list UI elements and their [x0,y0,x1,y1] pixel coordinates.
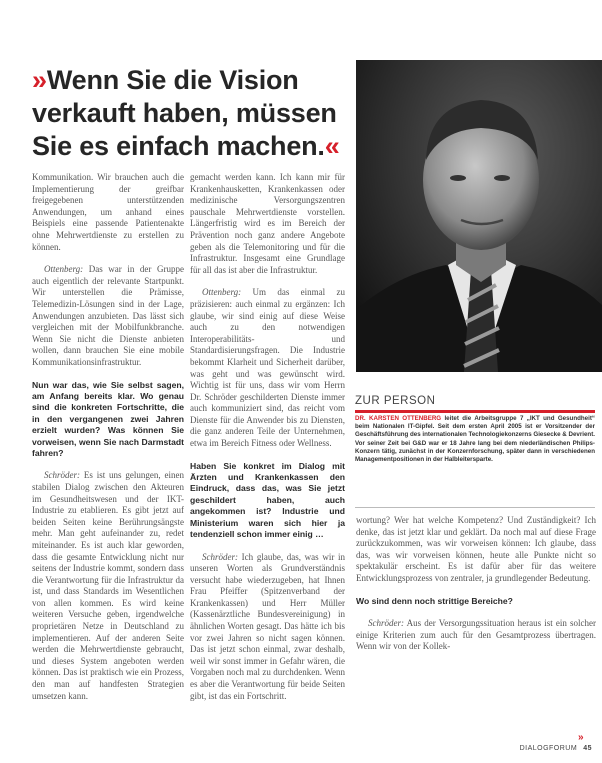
bio-body: leitet die Arbeitsgruppe 7 „IKT und Gesundheit“ beim Nationalen IT-Gipfel. Seit dem ersten April 2005 ist er Vorsitzender der Geschäftsführung des internationalen Technologiekonzerns Giesecke & Devrient. Vor seiner Zeit bei G&D war er 18 Jahre lang bei dem niederländischen Philips-Konzern tätig, zunächst in der Konzernforschung, später dann in verschiedenen Managementpositionen in der Halbleitersparte. [355,415,595,464]
paragraph: gemacht werden kann. Ich kann mir für Krankenhausketten, Krankenkassen oder medizinische Versorgungszentren pauschale Mehrwertdienste vorstellen. Längerfristig wird es im Bereich der Prävention noch ganz andere Angebote geben als die Telemonitoring und für die Infrastruktur. Insgesamt eine Grundlage für all das ist aber die Infrastruktur. [190,172,345,275]
portrait-illustration [356,60,602,372]
headline-text: Wenn Sie die Vision verkauft haben, müssen Sie es einfach machen. [32,65,337,161]
paragraph-text: Um das einmal zu präzisieren: auch einmal zu ergänzen: Ich glaube, wir sind einig auf diese Weise auch zu den notwendigen Interoperabilitäts- und Standardisierungsfragen. Die Industrie bekommt Klarheit und Sicherheit darüber, was geht und was gewünscht wird. Wichtig ist für uns, dass wir vom Herrn Dr. Schröder geschilderten Dienste immer auch kommuniziert sind, das reicht vom Dienste für die Anwender bis zu Diensten, die ganz anderen Teile der Unternehmen, etwa im Bereich Fitness oder Wellness. [190,287,345,449]
speaker-name: Ottenberg: [44,264,84,275]
paragraph-text: Aus der Versorgungssituation heraus ist ein solcher einige Kriterien zum auch für den Gesamtprozess übertragen. Wenn wir von der Kollek- [356,617,596,652]
paragraph [190,552,345,703]
speaker-name: Schröder: [44,470,80,481]
page-footer [520,745,592,752]
paragraph: wortung? Wer hat welche Kompetenz? Und Zuständigkeit? Ich denke, das ist jetzt klar und geklärt. Da noch mal auf diese Frage zurückzukommen, was wir vorweisen können: Ich glaube, dass das, was wir vorweisen können, heute alle Punkte nicht so spektakulär erscheint. Es ist dafür aber für das weitere Entwicklungsprozess von zentraler, ja grundlegender Bedeutung. [356,515,596,583]
continue-marker: » [578,732,584,743]
text-column-3 [356,515,596,664]
paragraph-text: Es ist uns gelungen, einen stabilen Dialog zwischen den Akteuren im Gesundheitswesen und der IKT-Industrie zu etablieren. Es gibt jetzt auf beiden Seiten keine Berührungsängste mehr. Man geht aufeinander zu, redet miteinander. Es ist auch klar geworden, dass die gesamte Entwicklung nicht nur seitens der Industrie kommt, sondern dass die Verantwortung für die Infrastruktur da ist, und dass Standards im Wesentlichen von allen kommen. Es wird keine weiteren Versuche geben, irgendwelche proprietären Netze in Deutschland zu implementieren. Auf der anderen Seite werden die Mehrwertdienste gebraucht, und dieses System angeboten werden können. Das ist praktisch wie ein Prozess, den man auf handfesten Strategien umsetzen kann. [32,470,184,701]
paragraph [32,470,184,702]
interview-question: Nun war das, wie Sie selbst sagen, am Anfang bereits klar. Wo genau sind die konkreten Fortschritte, die in den vergangenen zwei Jahren erzielt wurden? Was können Sie vorweisen, wenn Sie nach Darmstadt fahren? [32,379,184,458]
page-number: 45 [583,745,592,752]
paragraph-text: Ich glaube, das, was wir in unseren Worten als Grundverständnis versucht habe wiederzugeben, hat Ihnen Frau Pfeiffer (Spitzenverband der Krankenkassen) und Herr Müller (Kassenärztliche Bundesvereinigung) in ähnlichen Worten gesagt. Das hätte ich bis vor zwei Jahren so nicht sagen können. Das ist jetzt schon einmal, zwar deshalb, weil wir sonst immer in Gefahr wären, die Vorgaben noch mal zu durchdenken. Wenn es aber die Verantwortung für beide Seiten gibt, ist das ein Fortschritt. [190,551,345,701]
headline-quote-close: « [324,131,340,161]
bio-name: DR. KARSTEN OTTENBERG [355,415,442,422]
text-column-2 [190,172,345,713]
text-column-1 [32,172,184,713]
speaker-name: Schröder: [202,551,238,562]
speaker-name: Ottenberg: [202,287,242,298]
paragraph [356,618,596,653]
portrait-photo [356,60,602,372]
sidebar-divider [355,410,595,413]
paragraph-text: Das war in der Gruppe auch eigentlich der relevante Startpunkt. Wir unterstellen die Prämisse, Telemedizin-Lösungen sind in der Lage, Anwendungen anzubieten. Das lässt sich vergleichen mit der Mobilfunkbranche. Wenn Sie nicht die Dienste anbieten wollen, dann brauchen Sie eine mobile Kommunikationsinfrastruktur. [32,264,184,367]
paragraph [190,287,345,449]
paragraph: Kommunikation. Wir brauchen auch die Implementierung der greifbar freigegebenen unterstützenden Anwendungen, um anhand eines Beispiels eine passende Patientenakte ohne Mehrwertdienste zu erstellen zu können. [32,172,184,252]
interview-question: Wo sind denn noch strittige Bereiche? [356,595,513,606]
interview-question: Haben Sie konkret im Dialog mit Ärzten und Krankenkassen den Eindruck, dass das, was Sie jetzt geschildert haben, auch angekommen ist? Industrie und Ministerium waren sich hier ja tendenziell schon immer einig … [190,460,345,540]
speaker-name: Schröder: [368,617,404,628]
footer-label: DIALOGFORUM [519,745,578,752]
paragraph [32,264,184,368]
bio-text [355,415,595,464]
headline [32,64,352,163]
sidebar-end-divider [355,507,595,508]
headline-quote-open: » [32,65,47,95]
sidebar-heading: ZUR PERSON [355,395,436,407]
